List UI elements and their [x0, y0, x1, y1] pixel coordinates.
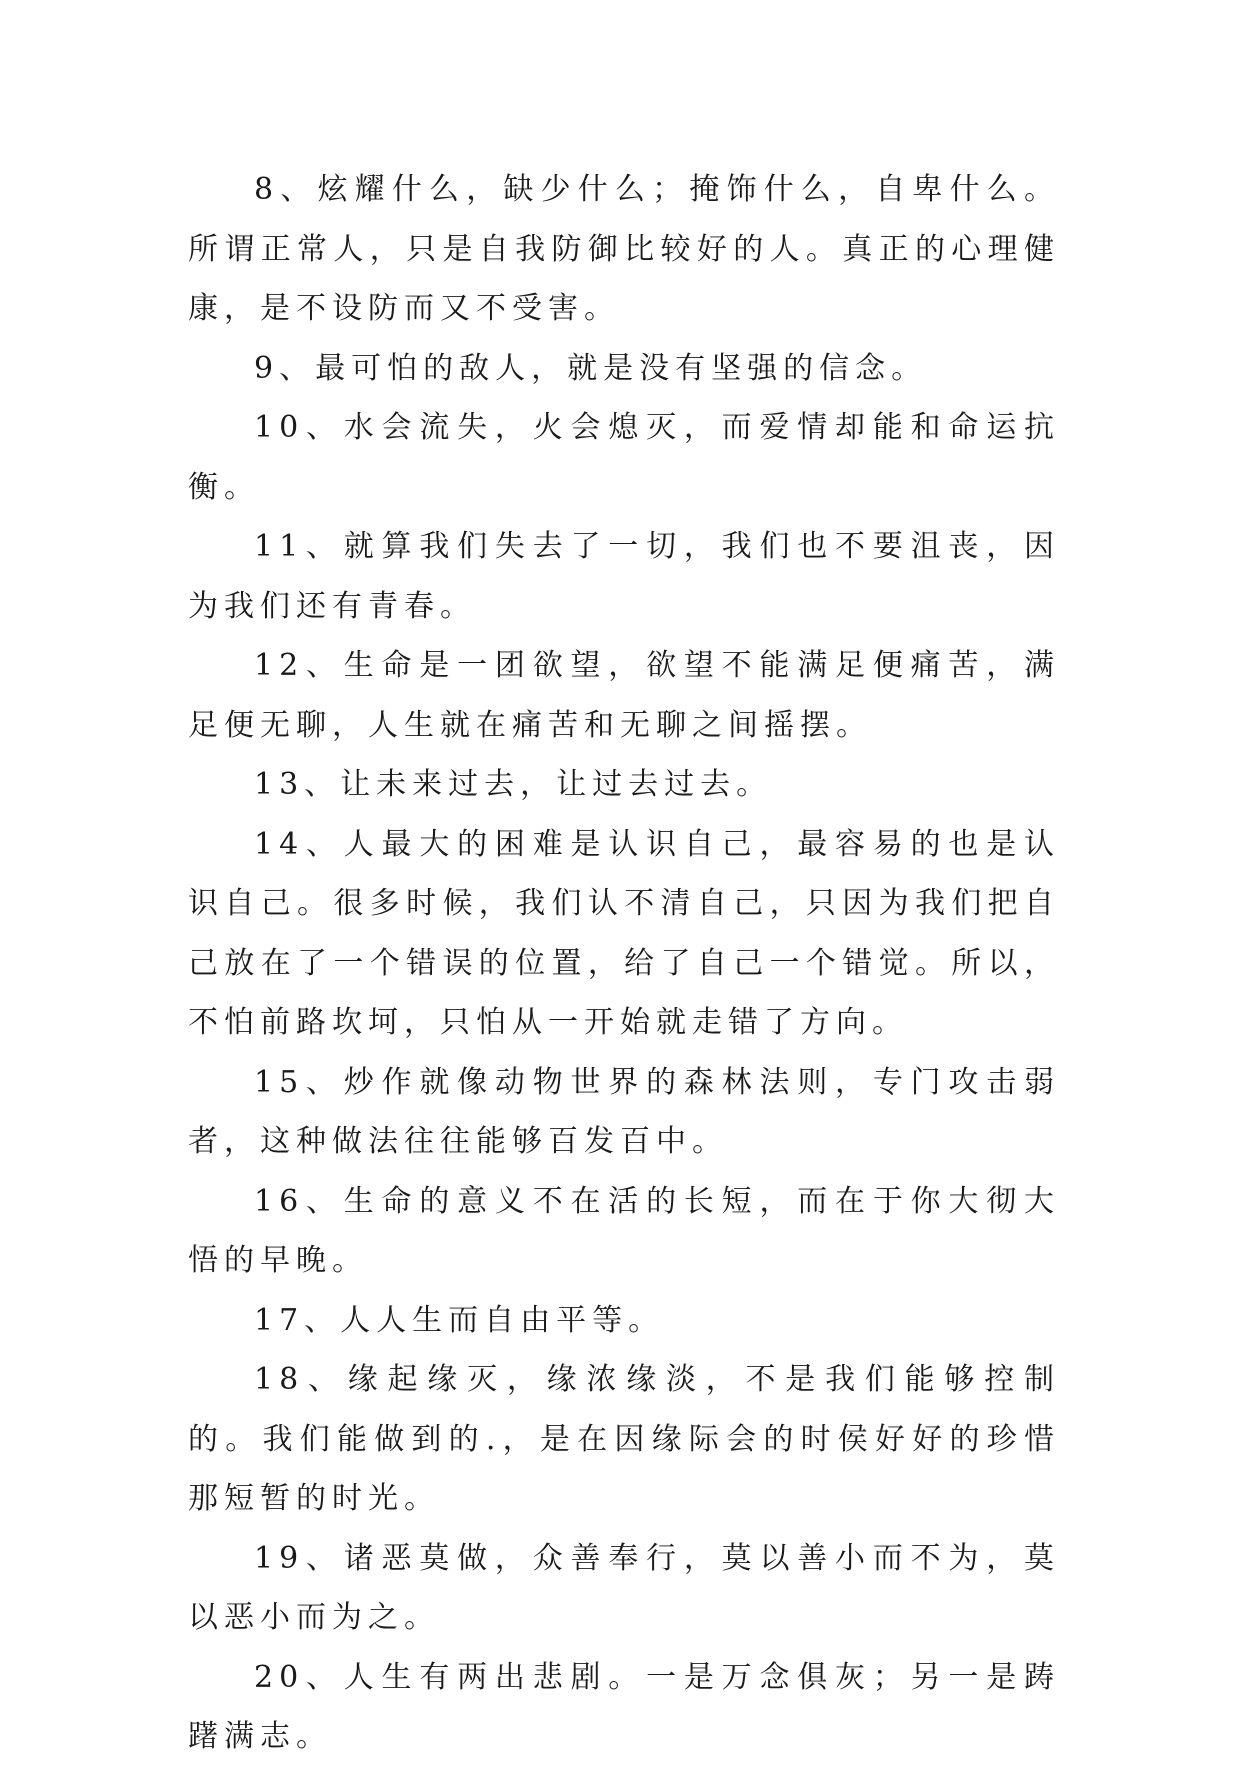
- paragraph-18: 18、缘起缘灭，缘浓缘淡，不是我们能够控制的。我们能做到的.，是在因缘际会的时侯好好的珍惜那短暂的时光。: [188, 1362, 1060, 1516]
- paragraph-10: 10、水会流失，火会熄灭，而爱情却能和命运抗衡。: [188, 410, 1060, 505]
- paragraph-17: 17、人人生而自由平等。: [254, 1302, 665, 1338]
- paragraph-12: 12、生命是一团欲望，欲望不能满足便痛苦，满足便无聊，人生就在痛苦和无聊之间摇摆。: [188, 648, 1060, 743]
- document-body: [188, 160, 1060, 1767]
- paragraph-20: 20、人生有两出悲剧。一是万念俱灰；另一是踌躇满志。: [188, 1659, 1060, 1754]
- paragraph-19: 19、诸恶莫做，众善奉行，莫以善小而不为，莫以恶小而为之。: [188, 1540, 1060, 1635]
- paragraph-14: 14、人最大的困难是认识自己，最容易的也是认识自己。很多时候，我们认不清自己，只因为我们把自己放在了一个错误的位置，给了自己一个错觉。所以，不怕前路坎坷，只怕从一开始就走错了方向。: [188, 826, 1061, 1040]
- paragraph-15: 15、炒作就像动物世界的森林法则，专门攻击弱者，这种做法往往能够百发百中。: [188, 1064, 1060, 1159]
- paragraph-8: 8、炫耀什么，缺少什么；掩饰什么，自卑什么。所谓正常人，只是自我防御比较好的人。真正的心理健康，是不设防而又不受害。: [188, 172, 1061, 326]
- paragraph-13: 13、让未来过去，让过去过去。: [254, 767, 773, 802]
- paragraph-11: 11、就算我们失去了一切，我们也不要沮丧，因为我们还有青春。: [188, 529, 1060, 624]
- paragraph-16: 16、生命的意义不在活的长短，而在于你大彻大悟的早晚。: [188, 1183, 1060, 1278]
- paragraph-9: 9、最可怕的敌人，就是没有坚强的信念。: [254, 350, 928, 386]
